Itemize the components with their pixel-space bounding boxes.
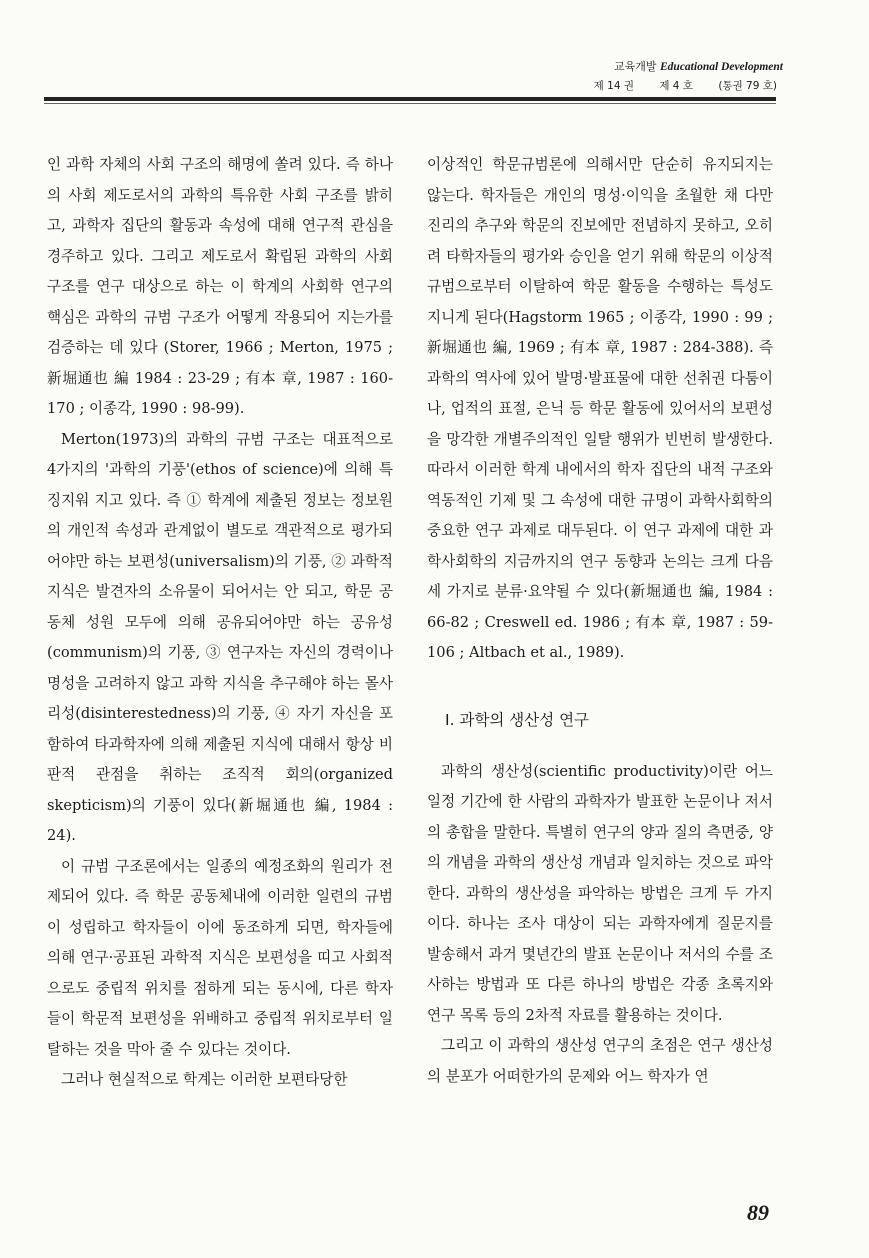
issue-info bbox=[594, 78, 777, 93]
journal-title-en: Educational Development bbox=[660, 61, 783, 73]
journal-title-ko: 교육개발 bbox=[614, 60, 657, 73]
volume-label: 제 14 권 bbox=[593, 80, 634, 92]
left-paragraph-4: 그러나 현실적으로 학계는 이러한 보편타당한 bbox=[61, 1071, 348, 1088]
right-column bbox=[427, 150, 773, 1092]
right-paragraph-2: 과학의 생산성(scientific productivity)이란 어느 일정 기간에 한 사람의 과학자가 발표한 논문이나 저서의 총합을 말한다. 특별히 연구의 양과 질의 측면중, 양의 개념을 과학의 생산성 개념과 일치하는 것으로 파악한다. 과학의 생산성을 파악하는 방법은 크게 두 가지이다. 하나는 조사 대상이 되는 과학자에게 질문지를 발송해서 과거 몇년간의 발표 논문이나 저서의 수를 조사하는 방법과 또 다른 하나의 방법은 각종 초록지와 연구 목록 등의 2차적 자료를 활용하는 것이다. bbox=[427, 762, 773, 1024]
header-rule bbox=[44, 97, 776, 101]
page-number: 89 bbox=[747, 1200, 769, 1225]
left-paragraph-2: Merton(1973)의 과학의 규범 구조는 대표적으로 4가지의 '과학의 기풍'(ethos of science)에 의해 특징지워 지고 있다. 즉 ① 학계에 제출된 정보는 정보원의 개인적 속성과 관계없이 별도로 객관적으로 평가되어야만 하는 보편성(universalism)의 기풍, ② 과학적 지식은 발견자의 소유물이 되어서는 안 되고, 학문 공동체 성원 모두에 의해 공유되어야만 하는 공유성(communism)의 기풍, ③ 연구자는 자신의 경력이나 명성을 고려하지 않고 과학 지식을 추구해야 하는 몰사리성(disinterestedness)의 기풍, ④ 자기 자신을 포함하여 타과학자에 의해 제출된 지식에 대해서 항상 비판적 관점을 취하는 조직적 회의(organized skepticism)의 기풍이 있다(新堀通也 編, 1984 : 24). bbox=[47, 430, 393, 844]
right-paragraph-1: 이상적인 학문규범론에 의해서만 단순히 유지되지는 않는다. 학자들은 개인의 명성·이익을 초월한 채 다만 진리의 추구와 학문의 진보에만 전념하지 못하고, 오히려 타학자들의 평가와 승인을 얻기 위해 학문의 이상적 규범으로부터 이탈하여 학문 활동을 수행하는 특성도 지니게 된다(Hagstorm 1965 ; 이종각, 1990 : 99 ; 新堀通也 編, 1969 ; 有本 章, 1987 : 284-388). 즉 과학의 역사에 있어 발명·발표물에 대한 선취권 다툼이나, 업적의 표절, 은닉 등 학문 활동에 있어서의 보편성을 망각한 개별주의적인 일탈 행위가 빈번히 발생한다. 따라서 이러한 학계 내에서의 학자 집단의 내적 구조와 역동적인 기제 및 그 속성에 대한 규명이 과학사회학의 중요한 연구 과제로 대두된다. 이 연구 과제에 대한 과학사회학의 지금까지의 연구 동향과 논의는 크게 다음 세 가지로 분류·요약될 수 있다(新堀通也 編, 1984 : 66-82 ; Creswell ed. 1986 ; 有本 章, 1987 : 59-106 ; Altbach et al., 1989). bbox=[427, 156, 773, 661]
total-issue-label: (통권 79 호) bbox=[718, 80, 777, 92]
left-paragraph-1: 인 과학 자체의 사회 구조의 해명에 쏠려 있다. 즉 하나의 사회 제도로서의 과학의 특유한 사회 구조를 밝히고, 과학자 집단의 활동과 속성에 대해 연구적 관심을 경주하고 있다. 그리고 제도로서 확립된 과학의 사회 구조를 연구 대상으로 하는 이 학계의 사회학 연구의 핵심은 과학의 규범 구조가 어떻게 작용되어 지는가를 검증하는 데 있다 (Storer, 1966 ; Merton, 1975 ; 新堀通也 編 1984 : 23-29 ; 有本 章, 1987 : 160-170 ; 이종각, 1990 : 98-99). bbox=[47, 156, 393, 417]
spacer bbox=[427, 669, 773, 705]
journal-title bbox=[614, 58, 783, 74]
issue-label: 제 4 호 bbox=[659, 80, 693, 92]
spacer bbox=[427, 735, 773, 757]
left-column bbox=[47, 150, 393, 1096]
section-heading: Ⅰ. 과학의 생산성 연구 bbox=[445, 710, 590, 729]
running-header bbox=[0, 0, 869, 110]
header-rule-thin bbox=[44, 103, 776, 104]
left-paragraph-3: 이 규범 구조론에서는 일종의 예정조화의 원리가 전제되어 있다. 즉 학문 공동체내에 이러한 일련의 규범이 성립하고 학자들이 이에 동조하게 되면, 학자들에 의해 연구·공표된 과학적 지식은 보편성을 띠고 사회적으로도 중립적 위치를 점하게 되는 동시에, 다른 학자들이 학문적 보편성을 위배하고 중립적 위치로부터 일탈하는 것을 막아 줄 수 있다는 것이다. bbox=[47, 857, 393, 1058]
right-paragraph-3: 그리고 이 과학의 생산성 연구의 초점은 연구 생산성의 분포가 어떠한가의 문제와 어느 학자가 연 bbox=[427, 1037, 773, 1085]
